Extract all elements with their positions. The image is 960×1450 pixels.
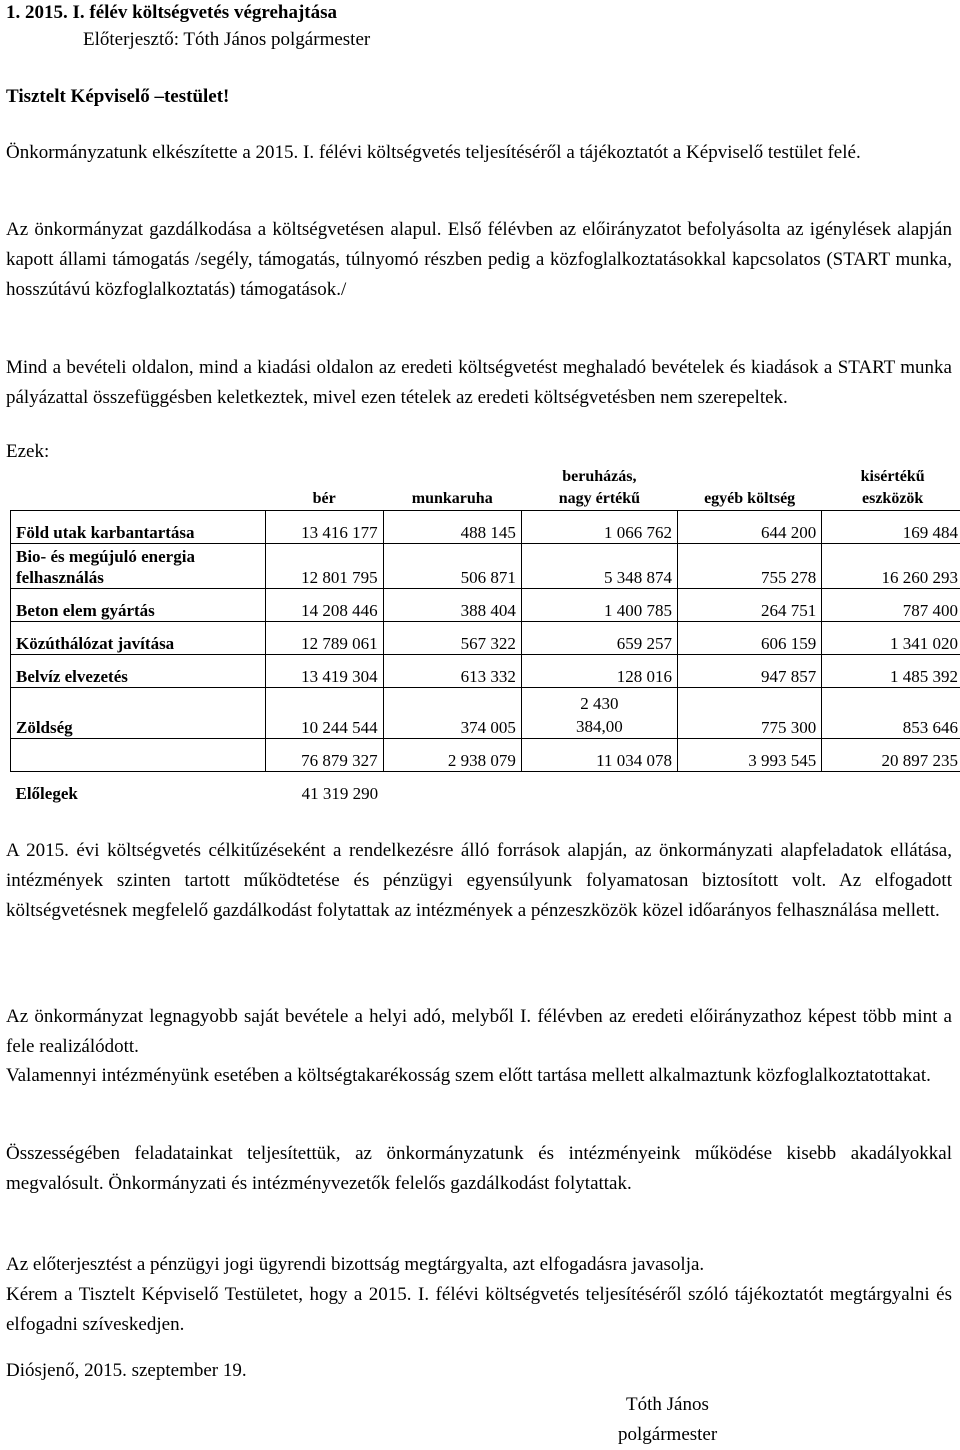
cell-munkaruha: 506 871 (383, 544, 521, 589)
advances-row (11, 772, 960, 805)
header-kisertek-line2: eszközök (827, 488, 959, 510)
cell-munkaruha: 488 145 (383, 511, 521, 544)
document-title: 1. 2015. I. félév költségvetés végrehajtása (6, 2, 337, 24)
cell-egyeb: 606 159 (677, 622, 821, 655)
cell-munkaruha: 374 005 (383, 688, 521, 739)
row-label: Közúthálózat javítása (11, 622, 266, 655)
salutation: Tisztelt Képviselő –testület! (6, 86, 229, 108)
start-program-table (10, 466, 960, 804)
row-label: Föld utak karbantartása (11, 511, 266, 544)
signature-block (626, 1390, 717, 1450)
place-date: Diósjenő, 2015. szeptember 19. (6, 1360, 247, 1382)
header-empty (11, 466, 266, 511)
cell-kisertek: 853 646 (822, 688, 960, 739)
cell-egyeb: 644 200 (677, 511, 821, 544)
row-label-line1: Bio- és megújuló energia (16, 546, 260, 567)
totals-empty (11, 739, 266, 772)
cell-egyeb: 264 751 (677, 589, 821, 622)
cell-egyeb: 775 300 (677, 688, 821, 739)
cell-beruhazas: 5 348 874 (521, 544, 677, 589)
header-munkaruha: munkaruha (383, 466, 521, 511)
paragraph-intro: Önkormányzatunk elkészítette a 2015. I. félévi költségvetés teljesítéséről a tájékoztatót a Képviselő testület felé. (6, 138, 952, 168)
row-label: Beton elem gyártás (11, 589, 266, 622)
cell-egyeb: 755 278 (677, 544, 821, 589)
advances-value: 41 319 290 (265, 772, 383, 805)
paragraph-budget-basis: Az önkormányzat gazdálkodása a költségvetésen alapul. Első félévben az előirányzatot befolyásolta az igénylések alapján kapott állami támogatás /segély, támogatás, túlnyomó részben pedig a közfoglalkoztatásokkal kapcsolatos (START munka, hosszútávú közfoglalkoztatás) támogatások./ (6, 215, 952, 305)
presenter-line: Előterjesztő: Tóth János polgármester (83, 29, 370, 51)
table-row (11, 511, 960, 544)
cell-beruhazas (521, 688, 677, 739)
header-egyeb: egyéb költség (677, 466, 821, 511)
cell-kisertek: 787 400 (822, 589, 960, 622)
cell-ber: 13 419 304 (265, 655, 383, 688)
cell-beruhazas-line2: 384,00 (527, 715, 672, 738)
paragraph-local-tax: Az önkormányzat legnagyobb saját bevétele a helyi adó, melyből I. félévben az eredeti előirányzathoz képest több mint a fele realizálódott. (6, 1002, 952, 1062)
cell-beruhazas: 128 016 (521, 655, 677, 688)
table-header-row (11, 466, 960, 511)
total-kisertek: 20 897 235 (822, 739, 960, 772)
cell-beruhazas: 659 257 (521, 622, 677, 655)
cell-egyeb: 947 857 (677, 655, 821, 688)
row-label: Belvíz elvezetés (11, 655, 266, 688)
header-kisertek-line1: kisértékű (827, 466, 959, 488)
cell-kisertek: 1 485 392 (822, 655, 960, 688)
cell-ber: 13 416 177 (265, 511, 383, 544)
cell-ber: 12 801 795 (265, 544, 383, 589)
table-row (11, 688, 960, 739)
table-row (11, 622, 960, 655)
paragraph-committee: Az előterjesztést a pénzügyi jogi ügyrendi bizottság megtárgyalta, azt elfogadásra javasolja. (6, 1250, 952, 1280)
cell-ber: 14 208 446 (265, 589, 383, 622)
cell-munkaruha: 613 332 (383, 655, 521, 688)
cell-ber: 10 244 544 (265, 688, 383, 739)
cell-kisertek: 16 260 293 (822, 544, 960, 589)
header-beruhazas-line2: nagy értékű (526, 488, 672, 510)
table-totals-row (11, 739, 960, 772)
row-label: Zöldség (11, 688, 266, 739)
row-label-line2: felhasználás (16, 567, 260, 588)
cell-munkaruha: 388 404 (383, 589, 521, 622)
table-row (11, 544, 960, 589)
cell-beruhazas: 1 066 762 (521, 511, 677, 544)
row-label (11, 544, 266, 589)
cell-beruhazas-line1: 2 430 (527, 692, 672, 715)
table-row (11, 589, 960, 622)
header-beruhazas (521, 466, 677, 511)
cell-ber: 12 789 061 (265, 622, 383, 655)
paragraph-summary: Összességében feladatainkat teljesítettük, az önkormányzatunk és intézményeink működése kisebb akadályokkal megvalósult. Önkormányzati és intézményvezetők felelős gazdálkodást folytattak. (6, 1139, 952, 1199)
total-beruhazas: 11 034 078 (521, 739, 677, 772)
header-beruhazas-line1: beruházás, (526, 466, 672, 488)
total-munkaruha: 2 938 079 (383, 739, 521, 772)
signature-role: polgármester (618, 1420, 717, 1450)
paragraph-start-program: Mind a bevételi oldalon, mind a kiadási oldalon az eredeti költségvetést meghaladó bevételek és kiadások a START munka pályázattal összefüggésben keletkeztek, mivel ezen tételek az eredeti költségvetésben nem szerepeltek. (6, 353, 952, 413)
header-ber: bér (265, 466, 383, 511)
paragraph-request: Kérem a Tisztelt Képviselő Testületet, hogy a 2015. I. félévi költségvetés teljesítéséről szóló tájékoztatót megtárgyalni és elfogadni szíveskedjen. (6, 1280, 952, 1340)
total-egyeb: 3 993 545 (677, 739, 821, 772)
cell-beruhazas: 1 400 785 (521, 589, 677, 622)
ezek-label: Ezek: (6, 441, 49, 463)
total-ber: 76 879 327 (265, 739, 383, 772)
paragraph-goals: A 2015. évi költségvetés célkitűzéseként a rendelkezésre álló források alapján, az önkormányzati alapfeladatok ellátása, intézmények szinten tartott működtetése és pénzügyi egyensúlyunk folyamatosan biztosított volt. Az elfogadott költségvetésnek megfelelő gazdálkodást folytattak az intézmények a pénzeszközök közel időarányos felhasználása mellett. (6, 836, 952, 926)
advances-label: Előlegek (11, 772, 266, 805)
table-row (11, 655, 960, 688)
cell-munkaruha: 567 322 (383, 622, 521, 655)
cell-kisertek: 1 341 020 (822, 622, 960, 655)
cell-kisertek: 169 484 (822, 511, 960, 544)
signature-name: Tóth János (626, 1390, 717, 1420)
header-kisertek (822, 466, 960, 511)
paragraph-employment: Valamennyi intézményünk esetében a költségtakarékosság szem előtt tartása mellett alkalmaztunk közfoglalkoztatottakat. (6, 1061, 952, 1091)
